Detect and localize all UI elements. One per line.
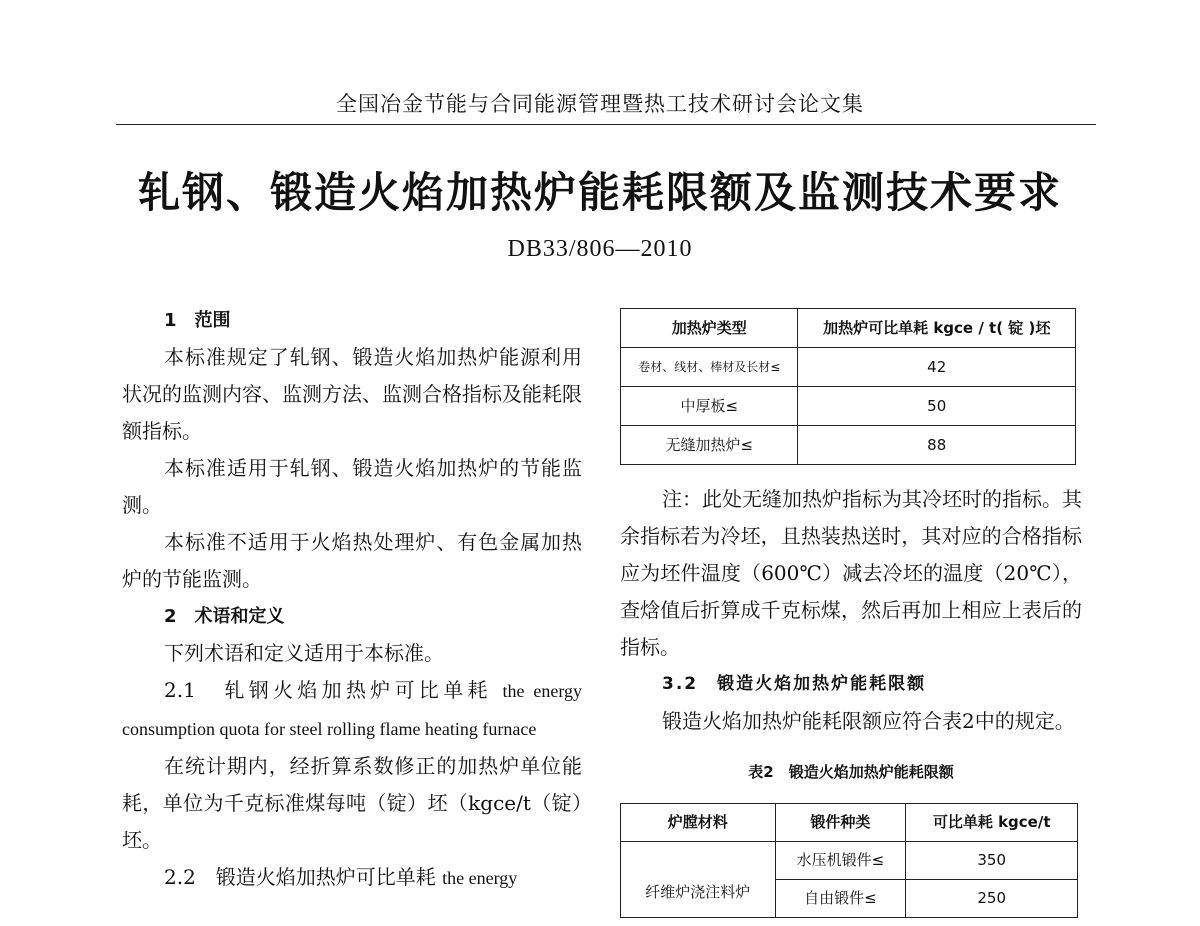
table-2-cell: 350 (906, 842, 1078, 880)
scope-paragraph-3: 本标准不适用于火焰热处理炉、有色金属加热炉的节能监测。 (122, 530, 582, 591)
table-2 (620, 803, 1078, 918)
definition-2-1 (122, 672, 582, 748)
table-2-cell: 自由锻件≤ (775, 880, 906, 918)
table-2-caption: 表2 锻造火焰加热炉能耗限额 (748, 763, 954, 781)
table-1-cell: 卷材、线材、棒材及长材≤ (621, 348, 798, 387)
section-1-heading: 1 范围 (164, 310, 231, 331)
table-1 (620, 308, 1076, 465)
table-2-header-consumption: 可比单耗 kgce/t (906, 804, 1078, 842)
table-1-cell: 无缝加热炉≤ (621, 426, 798, 465)
page-title: 轧钢、锻造火焰加热炉能耗限额及监测技术要求 (137, 168, 1062, 217)
header-rule (116, 124, 1096, 125)
table-row (621, 426, 1076, 465)
table-1-cell: 42 (798, 348, 1076, 387)
table-2-header-material: 炉膛材料 (621, 804, 776, 842)
forging-paragraph: 锻造火焰加热炉能耗限额应符合表2中的规定。 (662, 709, 1075, 733)
right-column (620, 308, 1082, 918)
definition-2-2-cn: 2.2 锻造火焰加热炉可比单耗 (164, 865, 436, 889)
definition-2-1-en: the energy consumption quota for steel rolling flame heating furnace (122, 681, 582, 739)
table-1-note: 注：此处无缝加热炉指标为其冷坯时的指标。其余指标若为冷坯，且热装热送时，其对应的合格指标应为坯件温度（600℃）减去冷坯的温度（20℃），查焓值后折算成千克标煤，然后再加上相应上表后的指标。 (620, 487, 1082, 659)
table-2-cell: 250 (906, 880, 1078, 918)
standard-number: DB33/806—2010 (507, 236, 693, 262)
table-row (621, 348, 1076, 387)
table-1-header-type: 加热炉类型 (621, 309, 798, 348)
definition-2-2-en: the energy (442, 868, 518, 888)
table-1-header-row (621, 309, 1076, 348)
left-column (122, 302, 582, 897)
table-1-cell: 中厚板≤ (621, 387, 798, 426)
table-2-header-forging-type: 锻件种类 (775, 804, 906, 842)
table-2-material-cell: 纤维炉浇注料炉 (621, 842, 776, 918)
definition-2-1-cn: 2.1 轧钢火焰加热炉可比单耗 (164, 678, 492, 702)
terms-intro: 下列术语和定义适用于本标准。 (164, 641, 444, 665)
scope-paragraph-1: 本标准规定了轧钢、锻造火焰加热炉能源利用状况的监测内容、监测方法、监测合格指标及能耗限额指标。 (122, 345, 582, 443)
running-header: 全国冶金节能与合同能源管理暨热工技术研讨会论文集 (336, 92, 864, 116)
section-2-heading: 2 术语和定义 (164, 606, 285, 627)
table-1-cell: 50 (798, 387, 1076, 426)
definition-2-2 (122, 859, 582, 897)
table-2-cell: 水压机锻件≤ (775, 842, 906, 880)
section-3-2-heading: 3.2 锻造火焰加热炉能耗限额 (662, 674, 927, 694)
scope-paragraph-2: 本标准适用于轧钢、锻造火焰加热炉的节能监测。 (122, 456, 582, 517)
table-1-header-consumption: 加热炉可比单耗 kgce / t( 锭 )坯 (798, 309, 1076, 348)
definition-2-1-body: 在统计期内，经折算系数修正的加热炉单位能耗，单位为千克标准煤每吨（锭）坯（kgce/t（锭）坯。 (122, 754, 582, 852)
table-2-header-row (621, 804, 1078, 842)
table-1-cell: 88 (798, 426, 1076, 465)
table-row (621, 842, 1078, 880)
note-block (620, 481, 1082, 740)
table-row (621, 387, 1076, 426)
